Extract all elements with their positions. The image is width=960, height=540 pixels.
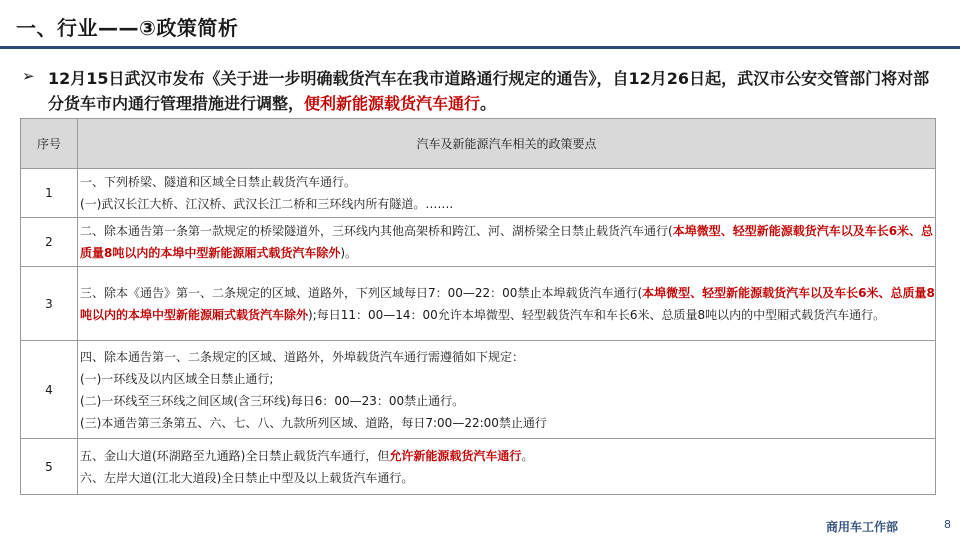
policy-text: 三、除本《通告》第一、二条规定的区域、道路外，下列区域每日7：00—22：00禁止本埠载货汽车通行( (80, 285, 643, 300)
intro-text-end: 。 (480, 94, 497, 113)
table-row (21, 267, 936, 341)
table-row (21, 218, 936, 267)
policy-line: (一)武汉长江大桥、江汉桥、武汉长江二桥和三环线内所有隧道。……. (80, 197, 454, 211)
page-title: 一、行业——③政策简析 (16, 16, 239, 40)
policy-table (20, 118, 936, 495)
table-row (21, 169, 936, 218)
policy-line: 一、下列桥梁、隧道和区域全日禁止载货汽车通行。 (80, 175, 357, 189)
row-content (78, 439, 936, 495)
column-header-index: 序号 (21, 119, 78, 169)
row-content (78, 169, 936, 218)
row-content (78, 218, 936, 267)
policy-highlight: 本埠微型、轻型新能源载货汽车以及车长6米、总质量8吨以内的本埠中型新能源厢式载货汽车除外 (80, 285, 935, 322)
policy-paragraph (80, 282, 935, 326)
row-number: 1 (21, 169, 78, 218)
policy-line: (一)一环线及以内区域全日禁止通行; (80, 371, 274, 386)
policy-text: 五、金山大道(环湖路至九通路)全日禁止载货汽车通行，但 (80, 448, 390, 463)
table-header-row (21, 119, 936, 169)
row-number: 3 (21, 267, 78, 341)
column-header-policy: 汽车及新能源汽车相关的政策要点 (78, 119, 936, 169)
policy-line: 六、左岸大道(江北大道段)全日禁止中型及以上载货汽车通行。 (80, 470, 414, 485)
intro-text (48, 66, 940, 116)
row-number: 4 (21, 341, 78, 439)
intro-text-part1: 12月15日武汉市发布《关于进一步明确载货汽车在我市道路通行规定的通告》，自12月26日起，武汉市公安交管部门将对部分货车市内通行管理措施进行调整， (48, 69, 930, 113)
header-divider (0, 46, 960, 49)
row-number: 2 (21, 218, 78, 267)
row-content (78, 267, 936, 341)
intro-text-highlight: 便利新能源载货汽车通行 (304, 94, 481, 113)
policy-line: 四、除本通告第一、二条规定的区域、道路外，外埠载货汽车通行需遵循如下规定： (80, 349, 525, 364)
page-number: 8 (944, 518, 951, 531)
policy-paragraph (80, 220, 935, 264)
row-number: 5 (21, 439, 78, 495)
policy-line: (三)本通告第三条第五、六、七、八、九款所列区域、道路，每日7:00—22:00禁止通行 (80, 415, 547, 430)
policy-text: 二、除本通告第一条第一款规定的桥梁隧道外，三环线内其他高架桥和跨江、河、湖桥梁全日禁止载货汽车通行( (80, 224, 673, 238)
policy-highlight: 本埠微型、轻型新能源载货汽车以及车长6米、总质量8吨以内的本埠中型新能源厢式载货汽车除外 (80, 224, 934, 260)
policy-text: )。 (340, 246, 358, 260)
policy-highlight: 允许新能源载货汽车通行 (389, 448, 522, 463)
footer-department: 商用车工作部 (826, 520, 899, 534)
bullet-arrow-icon: ➢ (22, 67, 35, 85)
policy-text: 。 (521, 448, 534, 463)
policy-line: (二)一环线至三环线之间区域(含三环线)每日6：00—23：00禁止通行。 (80, 393, 465, 408)
slide-header (0, 0, 960, 50)
table-row (21, 341, 936, 439)
row-content (78, 341, 936, 439)
policy-text: );每日11：00—14：00允许本埠微型、轻型载货汽车和车长6米、总质量8吨以内的中型厢式载货汽车通行。 (308, 307, 886, 322)
table-row (21, 439, 936, 495)
policy-line (80, 445, 935, 467)
